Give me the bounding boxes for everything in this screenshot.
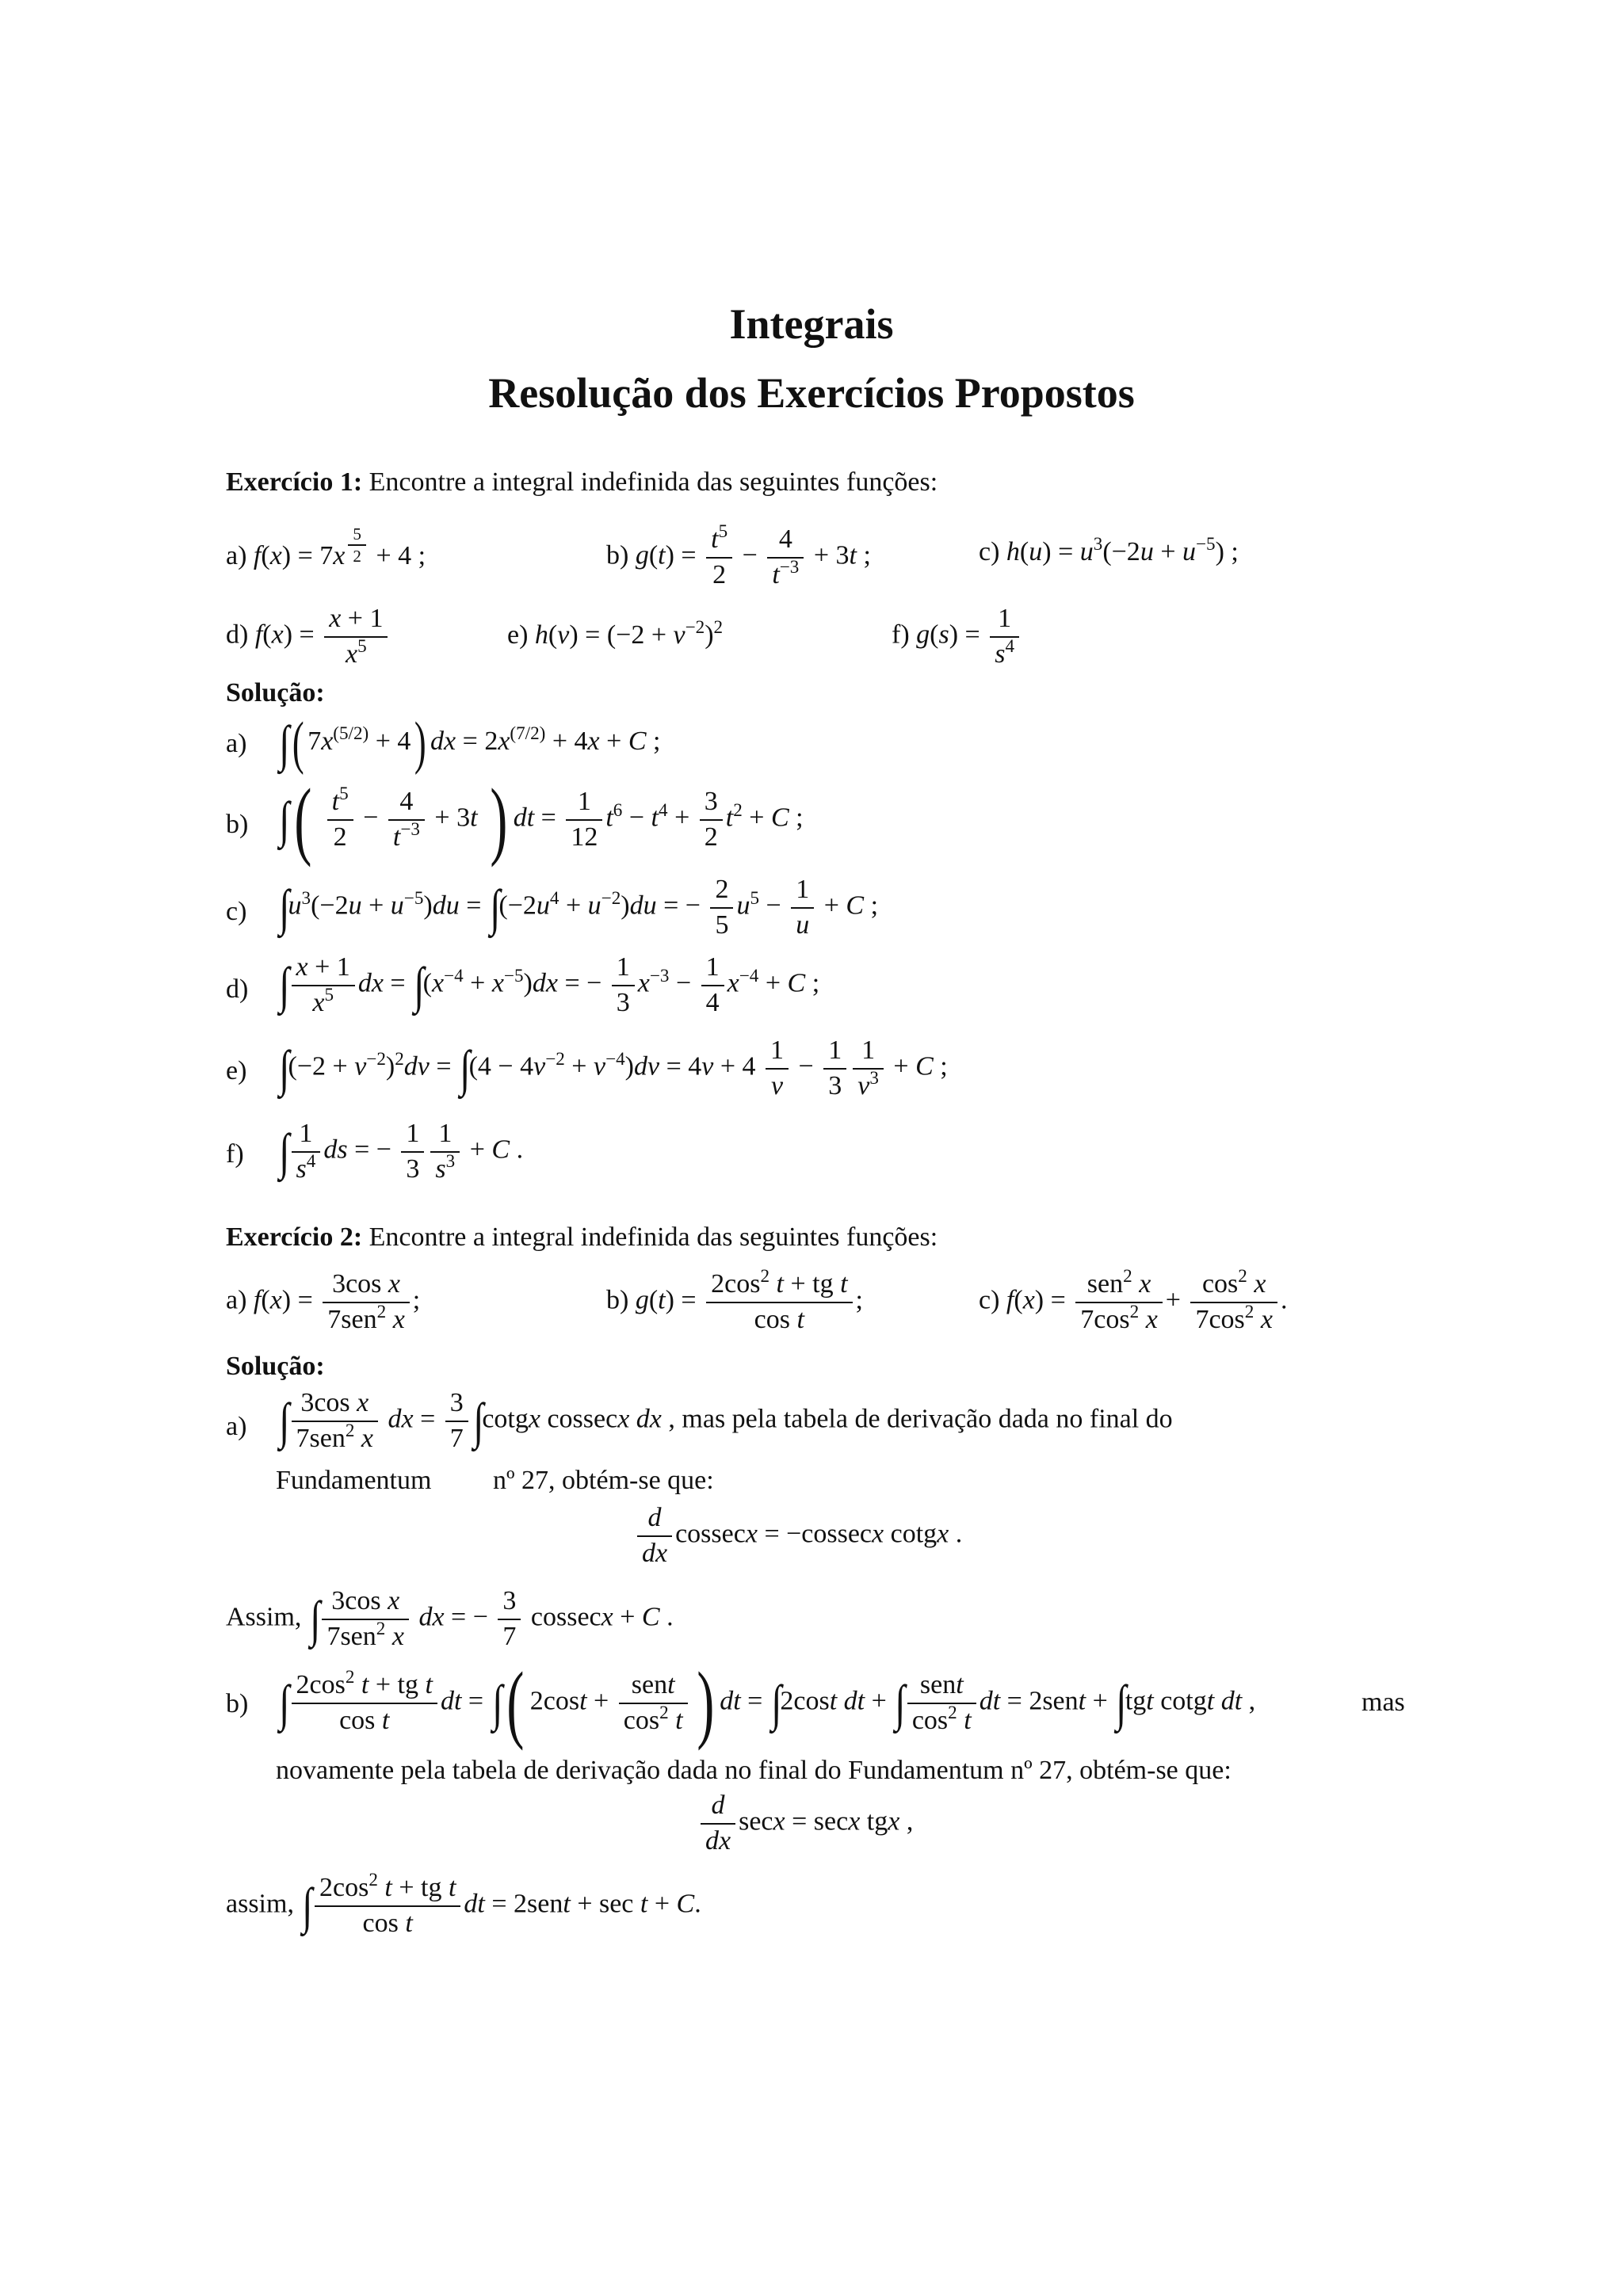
ex1-problem-c-label: c) xyxy=(979,537,1000,566)
ex2-solution-a-label: a) xyxy=(226,1412,247,1441)
ex1-solution-c: $\int u^3(-2u + u^{-5})du = \int(-2u^4 + u^{-2})du$ = − $\frac{2}{5}$ $u^5$ − $\frac{1}{u}$ + C ; xyxy=(279,875,879,940)
ex2-solution-b: ∫ $\frac{2\cos^2 t + tg t}{\text{cos t}}$ dt = ∫( 2cost + $\frac{\text{sent}}{\cos^2 t}$ ) dt = ∫2cost dt + ∫ $\frac{\text{sent}}{\cos^2 t}$ dt = 2sent + ∫tgt cotgt dt , xyxy=(279,1654,1256,1751)
ex1-problem-a: a) f(x) = 7x $^{\frac{5}{2}}$ + 4 ; xyxy=(226,524,426,571)
ex2-solution-b-label: b) xyxy=(226,1689,249,1718)
ex1-problem-b: b) g(t) = $\frac{t^5}{2}$ − $\frac{4}{t^{-3}}$ + 3t ; xyxy=(606,521,871,589)
ex1-problem-f: f) g(s) = $\frac{1}{s^4}$ xyxy=(892,602,1022,671)
ex1-problem-d: d) f(x) = $\frac{x + 1}{x^5}$ xyxy=(226,602,391,671)
ex1-solution-f: ∫ $\frac{1}{s^4}$ ds = − $\frac{1}{3}$ $\frac{1}{s^3}$ + C . xyxy=(279,1119,524,1184)
ex1-solution-b-label: b) xyxy=(226,810,249,839)
page-title: Integrais xyxy=(729,300,894,348)
ex2-assim-label: Assim, xyxy=(226,1602,302,1632)
ex1-solution-c-label: c) xyxy=(226,897,247,926)
ex1-solution-e-label: e) xyxy=(226,1056,247,1085)
ex2-problem-c: c) f(x) = $\frac{sen^2 x}{7\cos^2 x}$ + $\frac{\cos^2 x}{7\cos^2 x}$ . xyxy=(979,1266,1288,1334)
ex1-problem-c: c) $h(u) = u^3(-2u + u^{-5})$ ; xyxy=(979,534,1239,566)
ex1-solution-d: ∫ $\frac{x + 1}{x^5}$ dx = $\int(x^{-4} + x^{-5})dx$ = − $\frac{1}{3}$ $x^{-3}$ − $\frac{1}{4}$ $x^{-4} + C$ ; xyxy=(279,952,820,1017)
ex1-problem-d-label: d) xyxy=(226,620,249,650)
ex2-problem-a-label: a) xyxy=(226,1285,247,1315)
ex1-problem-b-label: b) xyxy=(606,540,629,570)
ex1-solution-e: $\int(-2 + v^{-2})^2dv = \int(4 - 4v^{-2} + v^{-4})dv = 4v + 4$ $\frac{1}{v}$ − $\frac{1}{3}$ $\frac{1}{v^3}$ + C ; xyxy=(279,1035,948,1100)
ex2-result-a: Assim, ∫ $\frac{\text{3cos x}}{7sen^2 x}$ dx = − $\frac{3}{7}$ cossecx + C . xyxy=(226,1586,674,1651)
exercise-2-prompt: Encontre a integral indefinida das seguintes funções: xyxy=(369,1222,938,1252)
ex1-solution-a: ∫( $7x^{(5/2)} + 4$) dx = $2x^{(7/2)} + 4x + C$ ; xyxy=(279,711,661,776)
ex2-derivative-cossec: $\frac{d}{dx}$ cossecx = −cossecx cotgx . xyxy=(634,1501,962,1570)
ex1-solution-a-label: a) xyxy=(226,729,247,758)
ex2-fundamentum-ref: nº 27, obtém-se que: xyxy=(493,1466,714,1495)
ex1-problem-e-label: e) xyxy=(507,620,529,650)
exercise-2-statement xyxy=(226,1224,938,1251)
ex2-derivative-sec: $\frac{d}{dx}$ secx = secx tgx , xyxy=(697,1789,913,1858)
ex2-solution-a: ∫ $\frac{\text{3cos x}}{7sen^2 x}$ dx = $\frac{3}{7}$ ∫cotgx cossecx dx , mas pela tabela de derivação dada no final do xyxy=(279,1388,1173,1453)
ex2-fundamentum-word: Fundamentum xyxy=(276,1466,432,1495)
ex2-problem-c-label: c) xyxy=(979,1285,1000,1315)
ex1-problem-f-label: f) xyxy=(892,620,910,650)
ex2-result-b: assim, ∫ $\frac{2\cos^2 t + tg t}{\text{cos t}}$ dt = 2sent + sec t + C. xyxy=(226,1870,701,1938)
ex1-solution-d-label: d) xyxy=(226,974,249,1004)
ex2-problem-a: a) f(x) = $\frac{\text{3cos x}}{7sen^2 x}$ ; xyxy=(226,1269,421,1334)
ex1-solution-b: ∫( $\frac{t^5}{2}$ − $\frac{4}{t^{-3}}$ + 3t ) dt = $\frac{1}{12}$ $t^6 - t^4$ + $\frac{3}{2}$ $t^2 + C$ ; xyxy=(279,771,804,868)
ex2-mas-word: mas xyxy=(1361,1688,1405,1717)
ex2-assim-lower-label: assim, xyxy=(226,1889,294,1919)
exercise-2-heading: Exercício 2: xyxy=(226,1222,363,1252)
ex1-solution-f-label: f) xyxy=(226,1139,244,1169)
exercise-1-statement xyxy=(226,469,938,496)
ex2-problem-b: b) g(t) = $\frac{2\cos^2 t + tg t}{\text{cos t}}$ ; xyxy=(606,1266,863,1334)
ex2-solution-label: Solução: xyxy=(226,1352,325,1381)
page-subtitle: Resolução dos Exercícios Propostos xyxy=(488,369,1135,417)
ex2-solution-a-text: , mas pela tabela de derivação dada no final do xyxy=(668,1404,1173,1434)
exercise-1-heading: Exercício 1: xyxy=(226,467,363,497)
ex2-solution-b-text: novamente pela tabela de derivação dada no final do Fundamentum nº 27, obtém-se que: xyxy=(276,1756,1232,1785)
ex1-problem-a-label: a) xyxy=(226,541,247,571)
ex1-problem-e: e) $h(v) = (-2 + v^{-2})^2$ xyxy=(507,617,724,650)
exercise-1-prompt: Encontre a integral indefinida das seguintes funções: xyxy=(369,467,938,497)
ex2-problem-b-label: b) xyxy=(606,1285,629,1315)
ex1-solution-label: Solução: xyxy=(226,678,325,707)
